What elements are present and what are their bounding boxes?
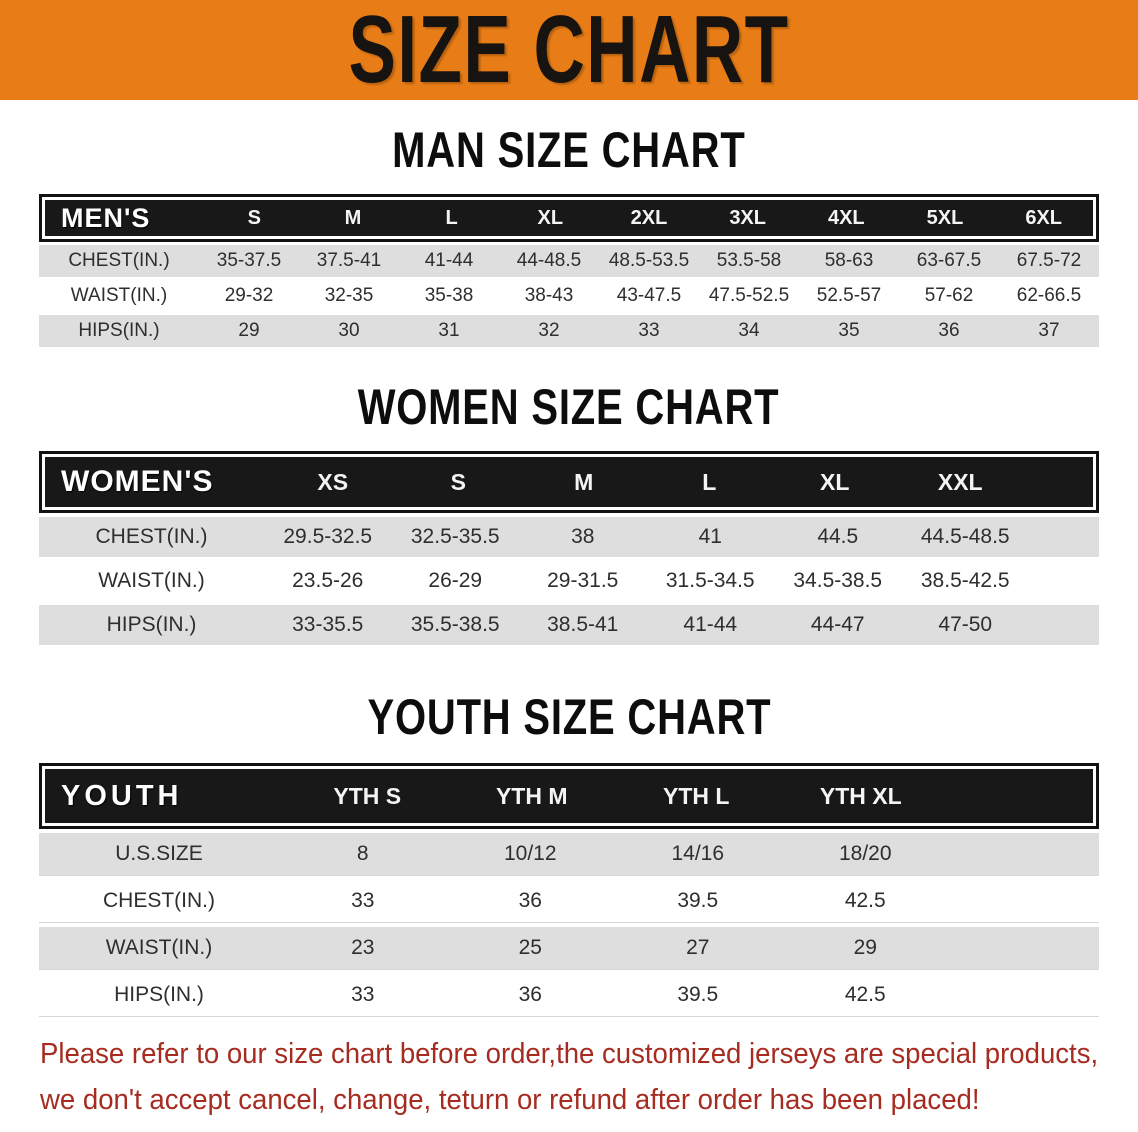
cell-value: 36 [518, 983, 542, 1006]
column-header-2xl: 2XL [630, 206, 668, 229]
cell-value: 31 [438, 320, 460, 341]
row-label-chest-in: CHEST(IN.) [103, 889, 215, 912]
table-row [39, 927, 1099, 970]
row-label-chest-in: CHEST(IN.) [95, 525, 208, 548]
column-header-yth-xl: YTH XL [819, 782, 902, 809]
cell-value: 35 [838, 320, 860, 341]
table-row [39, 605, 1099, 645]
cell-value: 35-38 [424, 285, 474, 306]
youth-heading-text: YOUTH SIZE CHART [367, 689, 771, 745]
footnote-line-2: we don't accept cancel, change, teturn or refund after order has been placed! [40, 1084, 980, 1116]
cell-value: 44.5 [817, 525, 859, 548]
cell-value: 29 [853, 936, 877, 959]
cell-value: 10/12 [503, 842, 557, 865]
corner-label-men-s: MEN'S [61, 202, 151, 233]
women-section [0, 381, 1138, 645]
row-label-hips-in: HIPS(IN.) [78, 320, 160, 341]
column-header-xl: XL [537, 206, 564, 229]
row-label-hips-in: HIPS(IN.) [114, 983, 204, 1006]
table-row [39, 517, 1099, 557]
filler-cell [949, 927, 1099, 969]
cell-value: 29.5-32.5 [283, 525, 373, 548]
row-label-hips-in: HIPS(IN.) [106, 613, 197, 636]
cell-value: 42.5 [844, 983, 886, 1006]
youth-section-heading [0, 691, 1138, 743]
row-label-chest-in: CHEST(IN.) [68, 250, 170, 271]
column-header-5xl: 5XL [926, 206, 964, 229]
table-header-frame [39, 763, 1099, 829]
filler-cell [949, 833, 1099, 875]
cell-value: 39.5 [677, 889, 719, 912]
filler-cell [949, 974, 1099, 1016]
cell-value: 29-31.5 [547, 569, 619, 592]
cell-value: 41-44 [424, 250, 474, 271]
cell-value: 34.5-38.5 [793, 569, 883, 592]
column-header-4xl: 4XL [827, 206, 865, 229]
women-heading-text: WOMEN SIZE CHART [358, 379, 780, 435]
cell-value: 27 [686, 936, 710, 959]
table-row [39, 561, 1099, 601]
cell-value: 42.5 [844, 889, 886, 912]
row-label-waist-in: WAIST(IN.) [98, 569, 205, 592]
cell-value: 31.5-34.5 [665, 569, 755, 592]
cell-value: 39.5 [677, 983, 719, 1006]
filler-cell [1029, 605, 1099, 645]
cell-value: 8 [356, 842, 369, 865]
cell-value: 33 [351, 889, 375, 912]
cell-value: 58-63 [824, 250, 874, 271]
cell-value: 14/16 [671, 842, 725, 865]
cell-value: 37.5-41 [316, 250, 382, 271]
cell-value: 63-67.5 [916, 250, 982, 271]
column-header-yth-m: YTH M [495, 782, 568, 809]
men-section [0, 124, 1138, 347]
cell-value: 52.5-57 [816, 285, 882, 306]
cell-value: 30 [338, 320, 360, 341]
cell-value: 33 [638, 320, 660, 341]
row-label-waist-in: WAIST(IN.) [70, 285, 168, 306]
corner-label-youth: YOUTH [61, 779, 183, 812]
row-label-waist-in: WAIST(IN.) [105, 936, 213, 959]
column-header-xs: XS [317, 468, 349, 495]
cell-value: 32.5-35.5 [410, 525, 500, 548]
table-row [39, 880, 1099, 923]
footnote-line-1: Please refer to our size chart before order,the customized jerseys are special products, [40, 1038, 1099, 1070]
table-header-row [45, 769, 1093, 823]
cell-value: 43-47.5 [616, 285, 682, 306]
cell-value: 36 [938, 320, 960, 341]
table-header-row [45, 200, 1093, 236]
table-row [39, 245, 1099, 277]
footnote [0, 1017, 1138, 1123]
corner-label-women-s: WOMEN'S [61, 465, 214, 498]
women-section-heading [0, 381, 1138, 433]
cell-value: 38-43 [524, 285, 574, 306]
cell-value: 41 [698, 525, 722, 548]
column-header-xxl: XXL [937, 468, 983, 495]
table-row [39, 280, 1099, 312]
cell-value: 26-29 [428, 569, 483, 592]
cell-value: 41-44 [683, 613, 738, 636]
banner [0, 0, 1138, 103]
table-row [39, 833, 1099, 876]
cell-value: 48.5-53.5 [608, 250, 690, 271]
cell-value: 44.5-48.5 [920, 525, 1010, 548]
cell-value: 35-37.5 [216, 250, 282, 271]
table-header-frame [39, 451, 1099, 513]
cell-value: 44-48.5 [516, 250, 582, 271]
cell-value: 37 [1038, 320, 1060, 341]
cell-value: 47.5-52.5 [708, 285, 790, 306]
column-header-3xl: 3XL [729, 206, 766, 229]
cell-value: 57-62 [924, 285, 974, 306]
row-label-u-s-size: U.S.SIZE [115, 842, 203, 865]
cell-value: 38.5-42.5 [920, 569, 1010, 592]
cell-value: 62-66.5 [1016, 285, 1082, 306]
youth-size-table [39, 763, 1099, 1017]
cell-value: 53.5-58 [716, 250, 782, 271]
table-header-frame [39, 194, 1099, 242]
cell-value: 38 [571, 525, 595, 548]
cell-value: 34 [738, 320, 760, 341]
cell-value: 23 [351, 936, 375, 959]
column-header-yth-l: YTH L [663, 782, 730, 809]
women-size-table [39, 451, 1099, 645]
column-header-xl: XL [820, 468, 850, 495]
cell-value: 35.5-38.5 [410, 613, 500, 636]
cell-value: 38.5-41 [547, 613, 619, 636]
cell-value: 36 [518, 889, 542, 912]
column-header-6xl: 6XL [1025, 206, 1062, 229]
cell-value: 44-47 [810, 613, 865, 636]
cell-value: 32 [538, 320, 560, 341]
cell-value: 33-35.5 [292, 613, 364, 636]
banner-title: SIZE CHART [348, 0, 790, 103]
table-header-row [45, 457, 1093, 507]
men-size-table [39, 194, 1099, 347]
cell-value: 32-35 [324, 285, 374, 306]
column-header-s: S [247, 206, 261, 229]
filler-cell [1029, 517, 1099, 557]
cell-value: 23.5-26 [292, 569, 364, 592]
cell-value: 29 [238, 320, 260, 341]
cell-value: 67.5-72 [1016, 250, 1082, 271]
cell-value: 18/20 [838, 842, 892, 865]
men-section-heading [0, 124, 1138, 176]
table-row [39, 315, 1099, 347]
column-header-m: M [574, 468, 594, 495]
column-header-m: M [344, 206, 362, 229]
youth-section [0, 691, 1138, 1017]
column-header-yth-s: YTH S [333, 782, 402, 809]
filler-cell [1029, 561, 1099, 601]
cell-value: 47-50 [938, 613, 993, 636]
men-heading-text: MAN SIZE CHART [392, 122, 746, 178]
table-row [39, 974, 1099, 1017]
cell-value: 29-32 [224, 285, 274, 306]
cell-value: 25 [518, 936, 542, 959]
column-header-s: S [450, 468, 466, 495]
column-header-l: L [445, 206, 458, 229]
filler-cell [949, 880, 1099, 922]
cell-value: 33 [351, 983, 375, 1006]
column-header-l: L [702, 468, 717, 495]
